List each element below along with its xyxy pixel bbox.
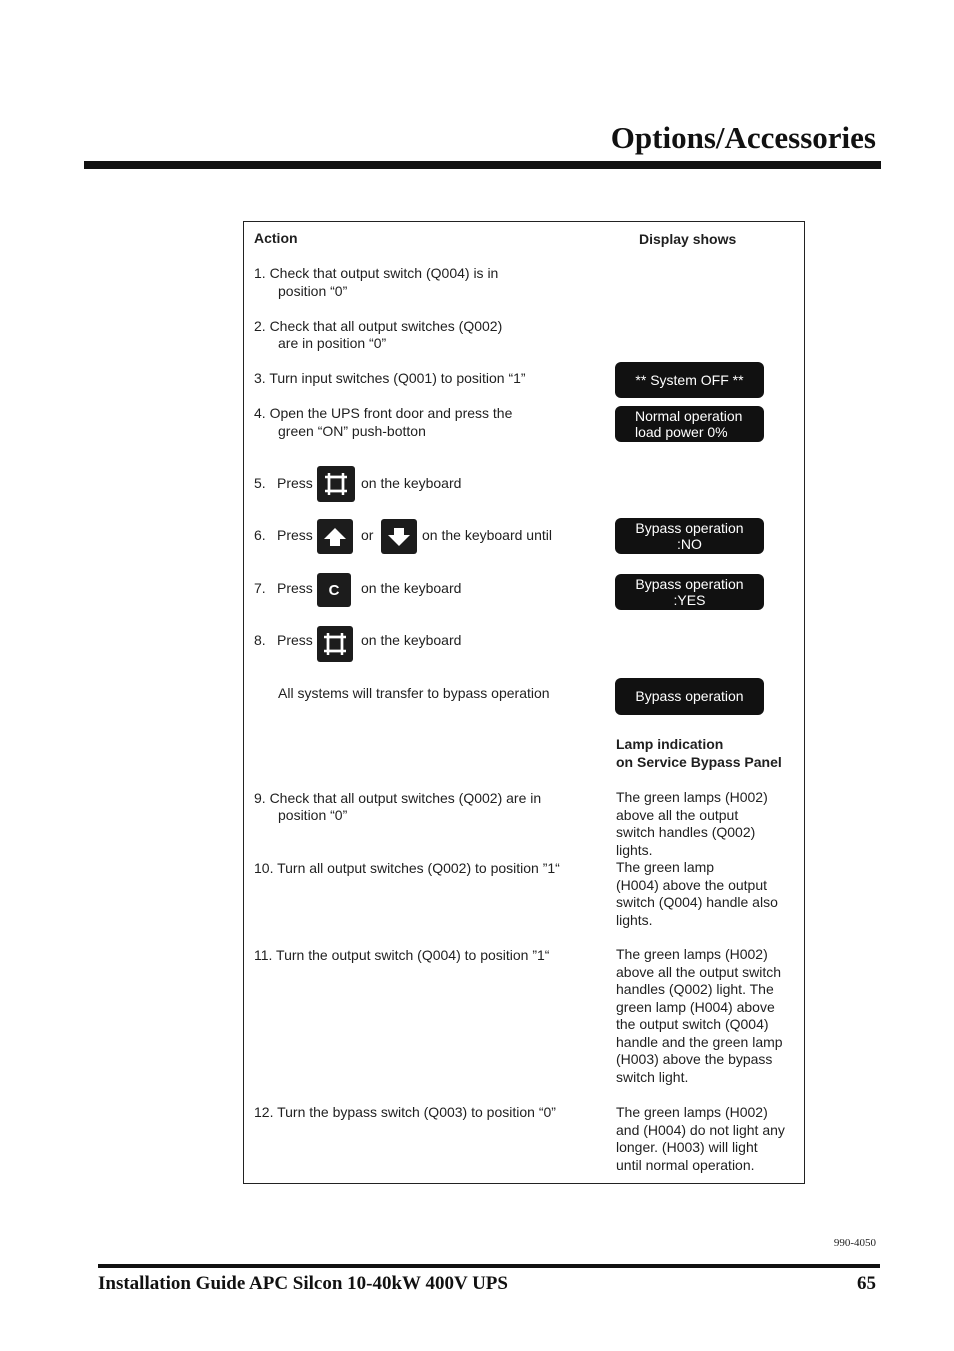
display-column-header: Display shows <box>639 231 737 247</box>
step-7-after: on the keyboard <box>361 580 462 596</box>
step-2-line-2: are in position “0” <box>278 335 387 351</box>
document-number: 990-4050 <box>833 1237 876 1249</box>
step-7-number: 7. <box>254 580 266 596</box>
step-10-line-1: 10. Turn all output switches (Q002) to position ”1“ <box>254 860 560 876</box>
lamp-line: handles (Q002) light. The <box>616 981 774 997</box>
lamp-line: until normal operation. <box>616 1156 755 1173</box>
page-title: Options/Accessories <box>610 120 876 155</box>
lamp-line: and (H004) do not light any <box>616 1121 785 1138</box>
lamp-line: The green lamps (H002) <box>616 946 768 962</box>
footer-page-number: 65 <box>857 1273 876 1294</box>
lamp-line: green lamp (H004) above <box>616 998 775 1015</box>
step-5-after: on the keyboard <box>361 475 462 491</box>
lamp-line: switch light. <box>616 1068 689 1085</box>
action-column-header: Action <box>254 230 298 246</box>
step-12-line-1: 12. Turn the bypass switch (Q003) to position “0” <box>254 1104 556 1120</box>
step-6-number: 6. <box>254 527 266 543</box>
arrow-up-key-icon <box>317 519 353 554</box>
arrow-down-glyph <box>387 526 411 548</box>
display-system-off-text: ** System OFF ** <box>635 371 744 388</box>
display-normal-operation-line-2: load power 0% <box>635 424 728 440</box>
lamp-line: handle and the green lamp <box>616 1033 783 1050</box>
step-8-press: Press <box>277 632 313 648</box>
enter-key-glyph <box>322 632 348 656</box>
display-bypass-yes <box>615 574 764 610</box>
step-5-press: Press <box>277 475 313 491</box>
lamp-line: above all the output <box>616 806 739 823</box>
lamp-line: switch (Q004) handle also <box>616 894 778 910</box>
display-system-off <box>615 362 764 398</box>
display-normal-operation-line-1: Normal operation <box>635 407 743 424</box>
c-key-label: C <box>328 581 340 599</box>
step-9-line-2: position “0” <box>278 807 348 823</box>
lamp-line: above all the output switch <box>616 963 781 980</box>
arrow-up-glyph <box>323 526 347 548</box>
lamp-line: switch handles (Q002) <box>616 824 756 840</box>
footer-rule <box>98 1264 880 1268</box>
enter-key-icon <box>317 466 355 502</box>
display-bypass-no-line-1: Bypass operation <box>635 519 744 536</box>
lamp-line: The green lamps (H002) <box>616 789 768 805</box>
lamp-header-line-2: on Service Bypass Panel <box>616 754 782 770</box>
step-8-number: 8. <box>254 632 266 648</box>
lamp-line: (H004) above the output <box>616 876 767 893</box>
display-bypass-no <box>615 518 764 554</box>
lamp-indication-step-12 <box>616 1104 785 1174</box>
lamp-line: (H003) above the bypass <box>616 1051 773 1067</box>
step-4-line-2: green “ON” push-botton <box>278 423 426 439</box>
lamp-indication-step-9 <box>616 789 778 929</box>
step-1-line-2: position “0” <box>278 283 348 299</box>
display-normal-operation <box>615 406 764 442</box>
lamp-line: lights. <box>616 911 653 928</box>
enter-key-glyph <box>323 472 349 496</box>
step-9-line-1: 9. Check that all output switches (Q002) are in <box>254 790 542 806</box>
enter-key-icon <box>317 626 353 662</box>
c-key-icon <box>317 573 351 607</box>
footer-guide-title: Installation Guide APC Silcon 10-40kW 400V UPS <box>98 1273 508 1294</box>
display-bypass-operation <box>615 678 764 715</box>
step-6-or: or <box>361 527 374 543</box>
step-2-line-1: 2. Check that all output switches (Q002) <box>254 318 503 334</box>
lamp-line: The green lamp <box>616 859 715 875</box>
display-bypass-no-line-2: :NO <box>677 536 702 552</box>
lamp-header-line-1: Lamp indication <box>616 736 724 752</box>
step-6-press: Press <box>277 527 313 543</box>
step-5-number: 5. <box>254 475 266 491</box>
lamp-line: the output switch (Q004) <box>616 1016 769 1032</box>
step-11-line-1: 11. Turn the output switch (Q004) to position ”1“ <box>254 947 550 963</box>
step-8-after: on the keyboard <box>361 632 462 648</box>
step-6-after: on the keyboard until <box>422 527 552 543</box>
display-bypass-yes-line-2: :YES <box>673 592 706 608</box>
lamp-line: lights. <box>616 841 653 858</box>
transfer-note: All systems will transfer to bypass operation <box>278 685 550 701</box>
lamp-indication-step-11 <box>616 946 783 1086</box>
step-7-press: Press <box>277 580 313 596</box>
arrow-down-key-icon <box>381 519 417 554</box>
display-bypass-operation-text: Bypass operation <box>635 688 744 705</box>
step-1-line-1: 1. Check that output switch (Q004) is in <box>254 265 499 281</box>
display-bypass-yes-line-1: Bypass operation <box>635 575 744 592</box>
title-rule <box>84 161 881 169</box>
lamp-line: The green lamps (H002) <box>616 1104 768 1120</box>
lamp-line: longer. (H003) will light <box>616 1139 758 1155</box>
step-3-line-1: 3. Turn input switches (Q001) to position “1” <box>254 370 526 386</box>
step-4-line-1: 4. Open the UPS front door and press the <box>254 405 513 421</box>
